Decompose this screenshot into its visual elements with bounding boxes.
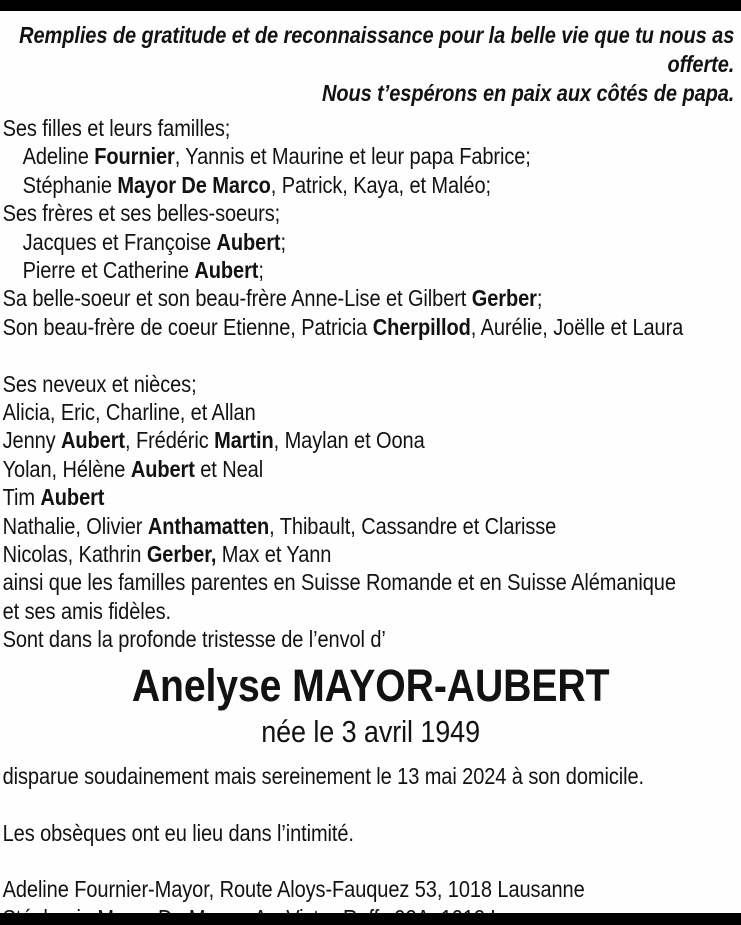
text-line	[0, 228, 741, 256]
text-segment: Alicia, Eric, Charline, et Allan	[2, 399, 256, 426]
text-line	[0, 483, 741, 511]
text-segment: Max et Yann	[216, 541, 332, 568]
notice-content	[0, 11, 741, 925]
text-line	[0, 284, 741, 312]
family-name-bold: Cherpillod	[372, 313, 471, 340]
epigraph-line: Nous t’espérons en paix aux côtés de papa.	[322, 80, 735, 106]
top-border-bar	[0, 0, 741, 11]
text-segment: disparue soudainement mais sereinement le 13 mai 2024 à son domicile.	[2, 762, 644, 789]
text-line	[0, 426, 741, 454]
text-segment: ;	[536, 285, 543, 312]
family-name-bold: Mayor De Marco	[117, 171, 271, 198]
text-line	[0, 114, 741, 142]
text-segment: Yolan, Hélène	[2, 455, 131, 482]
closing-and-addresses	[0, 762, 741, 925]
family-name-bold: Anthamatten	[147, 512, 270, 539]
text-segment: Sa belle-soeur et son beau-frère Anne-Lise et Gilbert	[2, 285, 472, 312]
text-segment: Nathalie, Olivier	[2, 512, 148, 539]
text-segment: Tim	[2, 484, 41, 511]
text-segment: ainsi que les familles parentes en Suisse Romande et en Suisse Alémanique	[2, 569, 676, 596]
birth-date: née le 3 avril 1949	[261, 713, 480, 749]
text-line	[0, 819, 741, 847]
text-line	[0, 142, 741, 170]
text-line	[0, 313, 741, 341]
text-segment: , Aurélie, Joëlle et Laura	[470, 313, 684, 340]
family-name-bold: Gerber	[471, 285, 537, 312]
text-line	[0, 171, 741, 199]
text-line	[0, 256, 741, 284]
family-name-bold: Fournier	[94, 143, 175, 170]
family-name-bold: Aubert	[130, 455, 195, 482]
text-segment: Sont dans la profonde tristesse de l’envol d’	[2, 626, 386, 653]
text-segment: Jacques et Françoise	[22, 228, 217, 255]
text-line	[0, 398, 741, 426]
blank-line	[0, 790, 741, 818]
blank-line	[0, 341, 741, 369]
family-name-bold: Martin	[214, 427, 274, 454]
text-segment: et ses amis fidèles.	[2, 597, 172, 624]
epigraph-line: Remplies de gratitude et de reconnaissance pour la belle vie que tu nous as offerte.	[19, 22, 735, 77]
family-name-bold: Aubert	[194, 257, 259, 284]
text-line	[0, 512, 741, 540]
family-name-bold: Aubert	[61, 427, 126, 454]
text-segment: Jenny	[2, 427, 62, 454]
text-line	[0, 568, 741, 596]
text-segment: ;	[258, 257, 264, 284]
text-line	[0, 455, 741, 483]
text-line	[0, 875, 741, 903]
text-line	[0, 199, 741, 227]
text-line	[0, 540, 741, 568]
text-segment: Ses frères et ses belles-soeurs;	[2, 200, 281, 227]
text-segment: Adeline	[22, 143, 95, 170]
text-segment: Nicolas, Kathrin	[2, 541, 147, 568]
blank-line	[0, 847, 741, 875]
family-name-bold: Aubert	[40, 484, 105, 511]
text-segment: Les obsèques ont eu lieu dans l’intimité.	[2, 819, 354, 846]
text-line	[0, 762, 741, 790]
text-line	[0, 625, 741, 653]
bottom-border-bar	[0, 913, 741, 925]
gratitude-epigraph	[0, 11, 741, 108]
text-segment: , Frédéric	[125, 427, 215, 454]
deceased-name: Anelyse MAYOR-AUBERT	[131, 659, 610, 711]
text-segment: Ses filles et leurs familles;	[2, 115, 231, 141]
family-name-bold: Aubert	[216, 228, 281, 255]
family-name-bold: Gerber,	[146, 541, 217, 568]
text-segment: , Maylan et Oona	[273, 427, 425, 454]
text-segment: et Neal	[194, 455, 264, 482]
text-segment: ;	[280, 228, 286, 255]
text-segment: , Patrick, Kaya, et Maléo;	[270, 171, 491, 198]
family-list	[0, 114, 741, 654]
text-segment: Adeline Fournier-Mayor, Route Aloys-Fauquez 53, 1018 Lausanne	[2, 876, 585, 903]
text-segment: Ses neveux et nièces;	[2, 370, 197, 397]
text-line	[0, 370, 741, 398]
text-segment: Son beau-frère de coeur Etienne, Patricia	[2, 313, 373, 340]
text-segment: , Thibault, Cassandre et Clarisse	[269, 512, 557, 539]
text-segment: , Yannis et Maurine et leur papa Fabrice;	[174, 143, 531, 170]
text-segment: Stéphanie	[22, 171, 118, 198]
text-line	[0, 597, 741, 625]
text-segment: Pierre et Catherine	[22, 257, 195, 284]
